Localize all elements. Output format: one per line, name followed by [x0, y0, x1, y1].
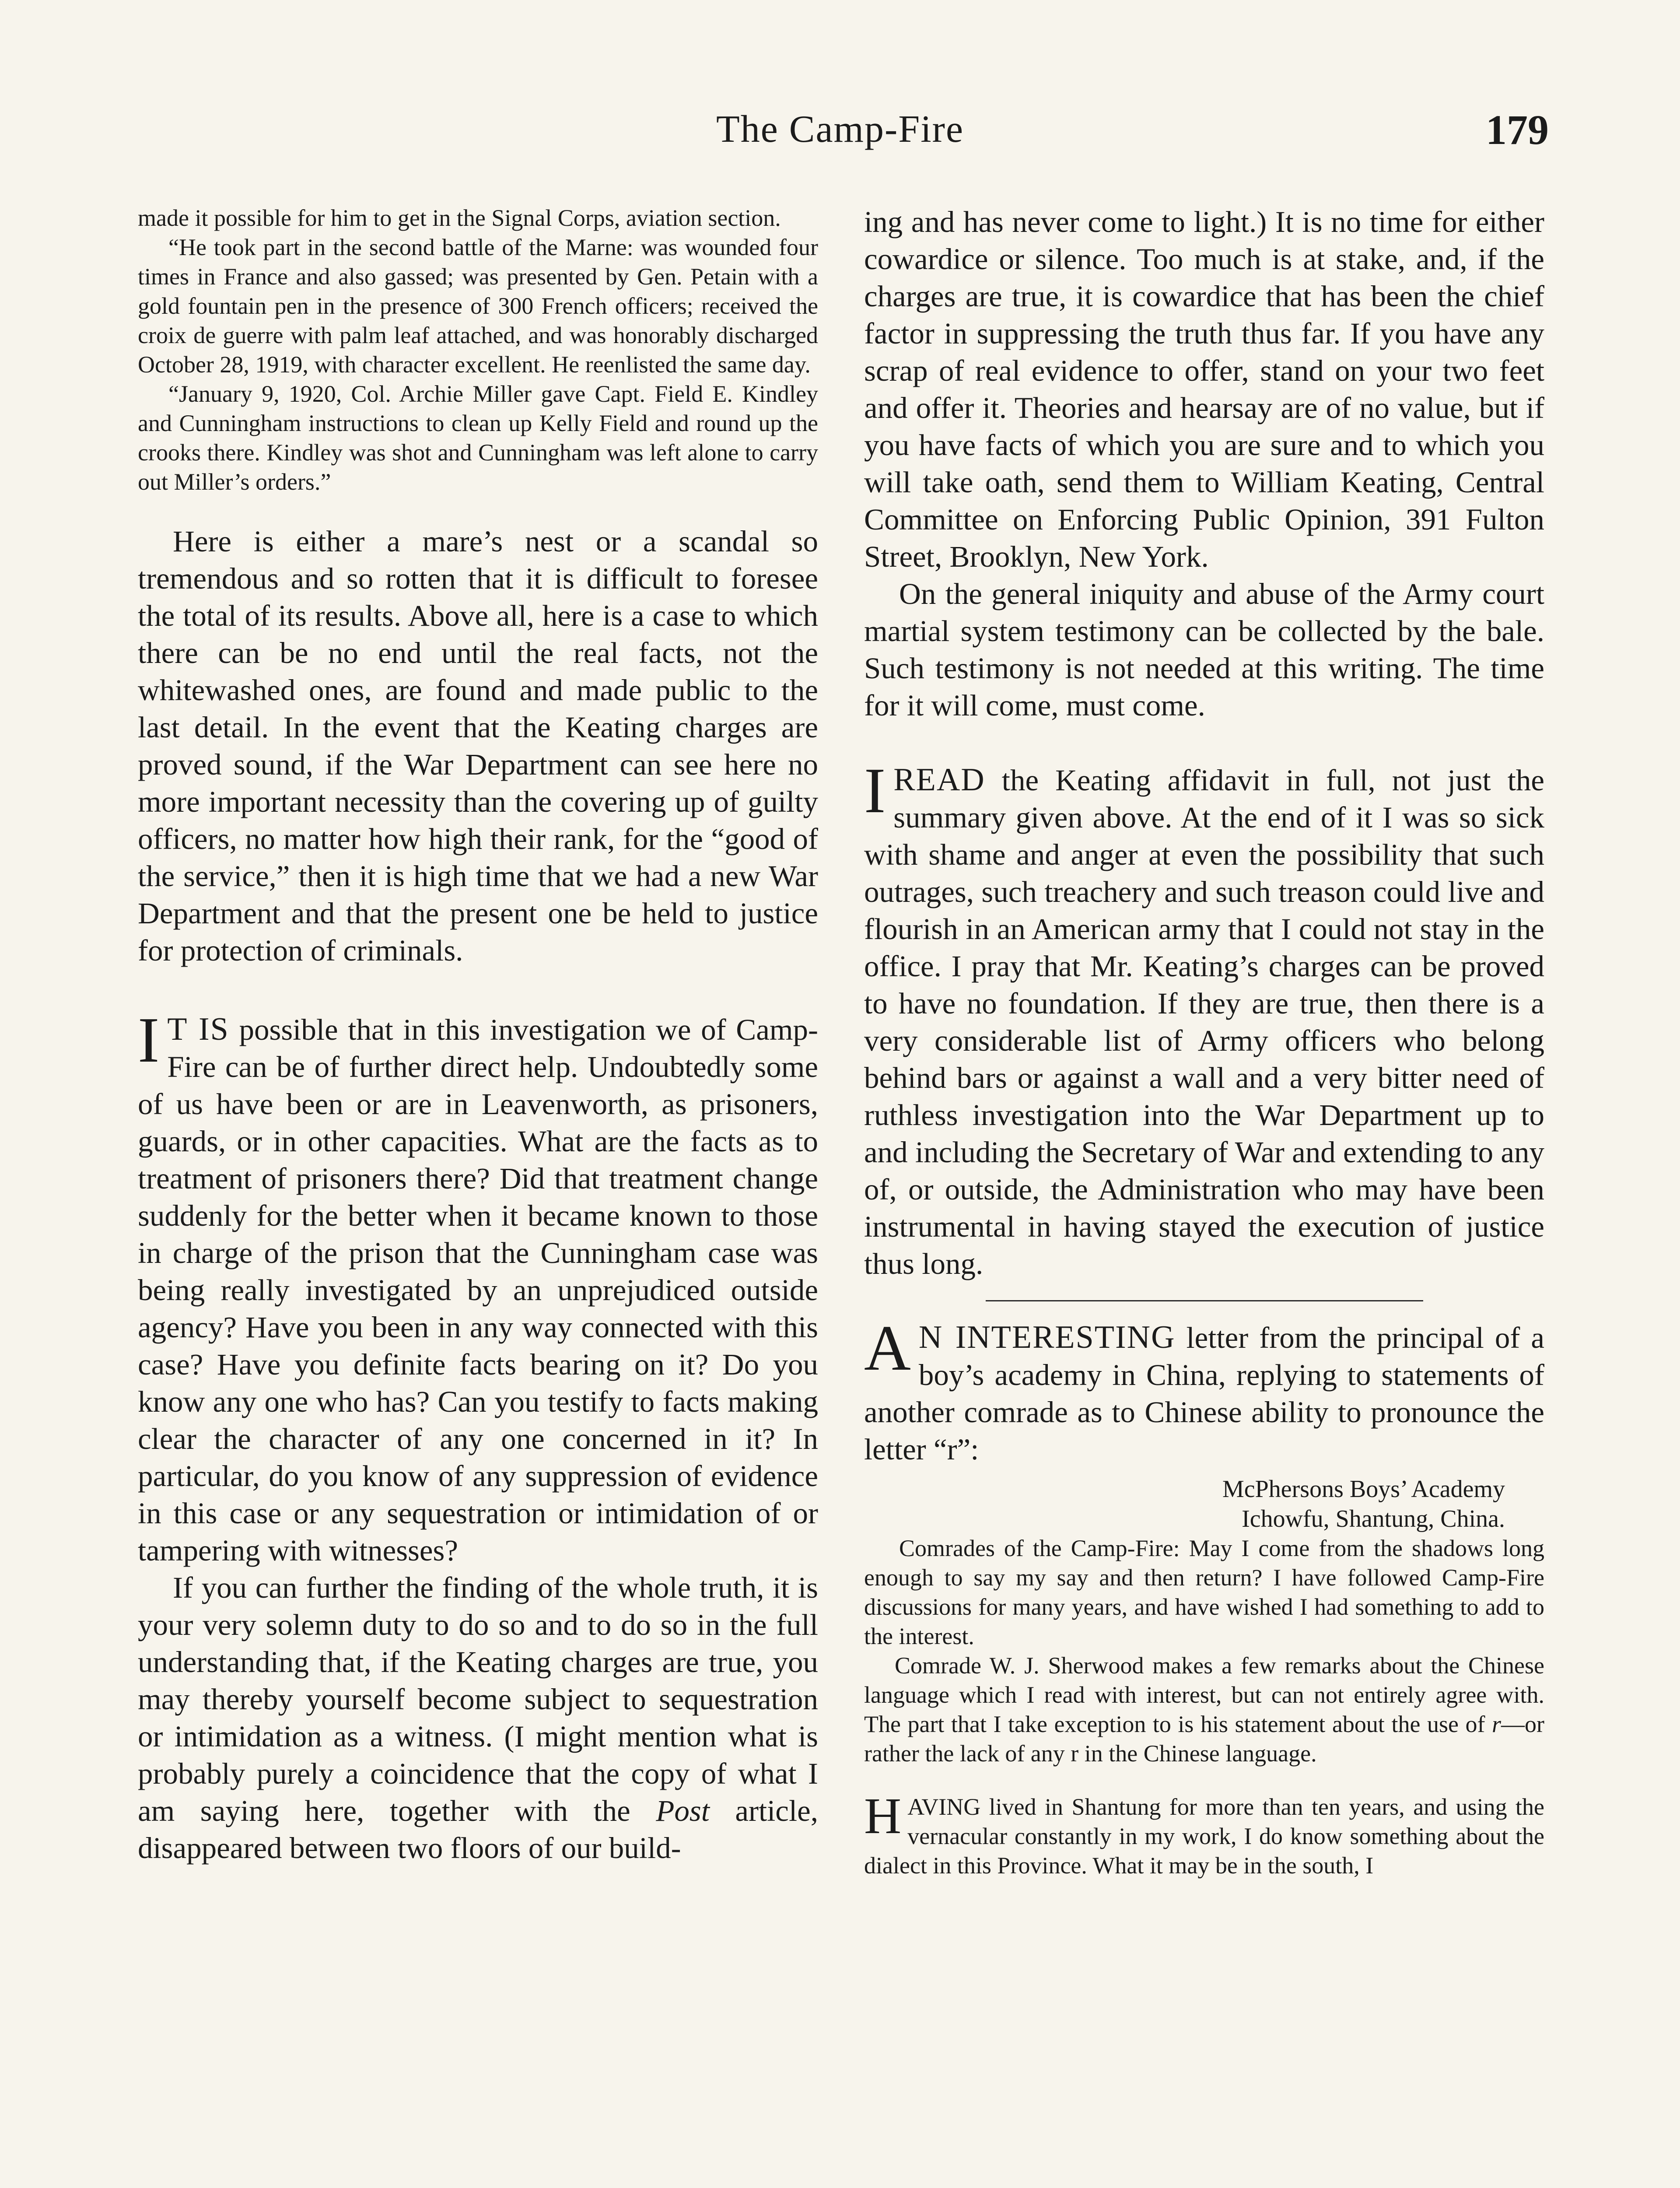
letter-paragraph: [864, 1651, 1544, 1768]
paragraph-text: lived in Shantung for more than ten years, and using the vernacular constantly in my work, I do know something about the dialect in this Province. What it may be in the south, I: [864, 1794, 1544, 1879]
body-paragraph: On the general iniquity and abuse of the Army court martial system testimony can be collected by the bale. Such testimony is not needed at this writing. The time for it will come, must come.: [864, 577, 1544, 722]
body-paragraph: Here is either a mare’s nest or a scandal so tremendous and so rotten that it is difficult to foresee the total of its results. Above all, here is a case to which there can be no end until the real facts, not the whitewashed ones, are found and made public to the last detail. In the event that the Keating charges are proved sound, if the War Department can see here no more important necessity than the covering up of guilty officers, no matter how high their rank, for the “good of the service,” then it is high time that we had a new War Department and that the present one be held to justice for protection of criminals.: [138, 525, 818, 967]
drop-cap: A: [864, 1312, 911, 1384]
letter-address: [864, 1474, 1544, 1534]
paragraph-text: possible that in this investigation we of Camp-Fire can be of further direct help. Undoubtedly some of us have been or are in Leavenworth, as prisoners, guards, or in other capacities. What are the facts as to treatment of prisoners there? Did that treatment change suddenly for the better when it became known to those in charge of the prison that the Cunningham case was being really investigated by an unprejudiced outside agency? Have you been in any way connected with this case? Have you definite facts bearing on it? Do you know any one who has? Can you testify to facts making clear the character of any one concerned in it? In particular, do you know of any suppression of evidence in this case or any sequestration or intimidation of or tampering with witnesses?: [138, 1013, 818, 1567]
paragraph-text: article, disappeared between two floors of our build-: [138, 1794, 818, 1865]
small-caps-lead: READ: [893, 762, 985, 798]
section-paragraph: [138, 1004, 818, 1569]
paragraph-text: If you can further the finding of the whole truth, it is your very solemn duty to do so and to do so in the full understanding that, if the Keating charges are true, you may thereby yourself become subject to sequestration or intimidation as a witness. (I might mention what is probably purely a coincidence that the copy of what I am saying here, together with the: [138, 1571, 818, 1827]
body-paragraph: ing and has never come to light.) It is no time for either cowardice or silence. Too much is at stake, and, if the charges are true, it is cowardice that has been the chief factor in suppressing the truth thus far. If you have any scrap of real evidence to offer, stand on your two feet and offer it. Theories and hearsay are of no value, but if you have facts of which you are sure and to which you will take oath, send them to William Keating, Central Committee on Enforcing Public Opinion, 391 Fulton Street, Brooklyn, New York.: [864, 205, 1544, 573]
paragraph-text: Comrade W. J. Sherwood makes a few remarks about the Chinese language which I read with interest, but can not entirely agree with. The part that I take exception to is his statement about the use of: [864, 1652, 1544, 1737]
italic-text: r: [1492, 1711, 1502, 1737]
body-paragraph: [138, 1569, 818, 1867]
paragraph-text: the Keating affidavit in full, not just the summary given above. At the end of it I was so sick with shame and anger at even the possibility that such outrages, such treachery and such treason could live and flourish in an American army that I could not stay in the office. I pray that Mr. Keating’s charges can be proved to have no foundation. If they are true, then there is a very considerable list of Army officers who belong behind bars or against a wall and a very bitter need of ruthless investigation into the War Department up to and including the Secretary of War and extending to any of, or outside, the Administration who may have been instrumental in having stayed the execution of justice thus long.: [864, 764, 1544, 1280]
section-paragraph: [864, 1787, 1544, 1880]
quote-paragraph: “January 9, 1920, Col. Archie Miller gave Capt. Field E. Kindley and Cunningham instructions to clean up Kelly Field and round up the crooks there. Kindley was shot and Cunningham was left alone to carry out Miller’s orders.”: [138, 381, 818, 495]
drop-cap: H: [864, 1787, 902, 1844]
address-line: McPhersons Boys’ Academy: [1222, 1476, 1505, 1503]
paragraph-text: letter from the principal of a boy’s academy in China, replying to statements of another comrade as to Chinese ability to pronounce the letter “r”:: [864, 1321, 1544, 1466]
section-paragraph: [864, 755, 1544, 1283]
italic-text: Post: [656, 1794, 710, 1827]
small-caps-lead: AVING: [907, 1794, 981, 1820]
drop-cap: I: [864, 755, 886, 827]
address-line: Ichowfu, Shantung, China.: [1242, 1505, 1505, 1532]
running-title: The Camp-Fire: [716, 108, 964, 151]
section-paragraph: [864, 1312, 1544, 1468]
drop-cap: I: [138, 1004, 160, 1076]
letter-paragraph: Comrades of the Camp-Fire: May I come from the shadows long enough to say my say and then return? I have followed Camp-Fire discussions for many years, and have wished I had something to add to the interest.: [864, 1535, 1544, 1649]
quote-paragraph: “He took part in the second battle of the Marne: was wounded four times in France and also gassed; was presented by Gen. Petain with a gold fountain pen in the presence of 300 French officers; received the croix de guerre with palm leaf attached, and was honorably discharged October 28, 1919, with character excellent. He reenlisted the same day.: [138, 234, 818, 378]
page-header: [0, 94, 1680, 155]
paragraph-text: —or rather the lack of any r in the Chinese language.: [864, 1711, 1544, 1767]
page-number: 179: [1486, 106, 1549, 153]
left-column: [138, 203, 818, 1867]
small-caps-lead: N INTERESTING: [918, 1319, 1176, 1355]
quote-paragraph: made it possible for him to get in the Signal Corps, aviation section.: [138, 205, 781, 231]
right-column: [864, 203, 1544, 1880]
small-caps-lead: T IS: [167, 1011, 229, 1047]
